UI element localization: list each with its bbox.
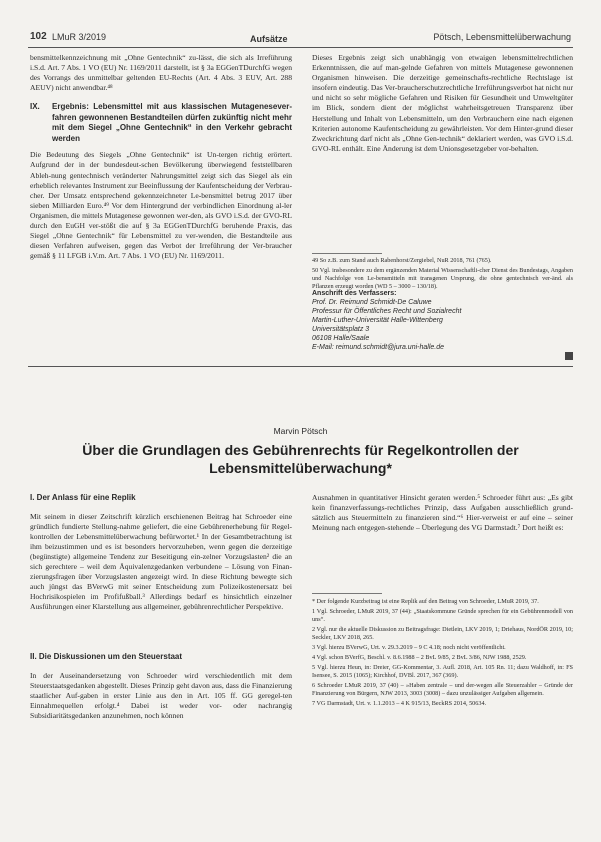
article-title: Über die Grundlagen des Gebührenrechts für Regelkontrollen der Lebensmittelüberwachung* <box>82 442 519 476</box>
email-line: E-Mail: reimund.schmidt@jura.uni-halle.de <box>312 344 444 351</box>
address-line: Professur für Öffentliches Recht und Sozialrecht <box>312 308 462 315</box>
footnote: 2 Vgl. nur die aktuelle Diskussion zu Beitragsfrage: Dietlein, LKV 2019, 1; Driehaus, NordÖR 2019, 10; Seckler, LKV 2018, 265. <box>312 625 573 642</box>
address-line: Prof. Dr. Reimund Schmidt-De Caluwe <box>312 299 432 306</box>
footnote: * Der folgende Kurzbeitrag ist eine Replik auf den Beitrag von Schroeder, LMuR 2019, 37. <box>312 598 539 605</box>
footnote: 3 Vgl. hierzu BVerwG, Urt. v. 29.3.2019 – 9 C 4.18; noch nicht veröffentlicht. <box>312 643 506 651</box>
footnote: 5 Vgl. hierzu Heun, in: Dreier, GG-Kommentar, 3. Aufl. 2018, Art. 105 Rn. 11; dazu Waldhoff, in: FS Isensee, S. 2015 (1065); Kirchhof, DVBl. 2017, 367 (369). <box>312 663 573 679</box>
section-heading-i: I. Der Anlass für eine Replik <box>30 493 136 502</box>
footnote: 6 Schroeder LMuR 2019, 37 (40) – »Haben zentrale – und der-wegen alle Steuerzahler – Gründe der Finanzierung von Bürgern, NJW 2013, 3003 (3008) – dazu unzulässiger Aufgaben allgemein. <box>312 681 573 697</box>
bottom-right-column <box>312 493 573 533</box>
footnote: 50 Vgl. insbesondere zu dem ergänzenden Material Wissenschaftli-cher Dienst des Bundestags, Angaben und Nachfolge von Le-bensmitteln mit transgenen Ursprung, die ohne gentechnisch ver-änd. als Pflanzen erzeugt worden (WD 5 – 3000 – 130/18). <box>312 266 573 291</box>
paragraph: Ausnahmen in quantitativer Hinsicht geraten werden.⁵ Schroeder führt aus: „Es gibt kein finanzverfassungs-rechtliches Prinzip, dass Aufgaben ausschließlich grund-sätzlich aus Steuermitteln zu finanzieren sind.“⁶ Hier-verweist er auf eine – seiner Meinung nach entgegen-stehende – Überlegung des VG Darmstadt.⁷ Dort heißt es: <box>312 493 573 533</box>
paragraph: Mit seinem in dieser Zeitschrift kürzlich erschienenen Beitrag hat Schroeder eine gründlich fundierte Stellung-nahme geliefert, die eine Gebührenerhebung für Regel-kontrollen der Lebensmittelüberwachung befürwortet.¹ In der Gesamtbetrachtung ist ihm beizustimmen und es ist besonders hervorzuheben, wenn gegen die derzeitige (begünstigte) allgemeine Tendenz zur Beseitigung ein-zelner Vorzugslasten² die an sich gerechtere – weil dem Äquivalenzgedanken verbundene – Lösung von Finan-zierungsfragen über Vorzugslasten angezeigt wird. In diese Richtung bewegte sich auch jüngst das BVerwG mit seiner Entscheidung zum Polizeikostenersatz bei Hochrisikospielen im Profifußball.³ Allerdings bedarf es hinsichtlich einzelner Ausführungen einer Klarstellung aus allgemeiner, gebührenrechtlicher Perspektive. <box>30 511 292 612</box>
footnote: 4 Vgl. schon BVerfG, Beschl. v. 8.6.1988 – 2 BvL 9/85, 2 BvL 3/86, NJW 1988, 2529. <box>312 653 527 661</box>
address-line: 06108 Halle/Saale <box>312 335 370 342</box>
top-footnotes <box>312 257 573 293</box>
section-label: Aufsätze <box>250 34 288 44</box>
end-of-article-mark <box>565 352 573 360</box>
bottom-left-column <box>30 493 292 721</box>
section-heading-ix <box>30 102 292 144</box>
top-right-column <box>312 53 573 154</box>
result-paragraph: Dieses Ergebnis zeigt sich unabhängig von etwaigen lebensmittelrechtlichen Erkenntnissen, die auf man-gelnde Gefahren von mittels Mutagenese gewonnenen Organismen hinweisen. Die derzeitige gemeinschafts-rechtliche Rechtslage ist insofern eindeutig. Das Ver-braucherschutzrechtliche Irreführungsverbot hat nicht nur und nicht so sehr mögliche Gefahren und Risiken für Gesundheit und Umweltgüter im Blick, sondern dient der möglichst wahrheitsgetreuen Transparenz über Herstellung und Inhalt von Lebensmitteln, um den Verbrauchern eine nach eigenen Kriterien autonome Kaufentscheidung zu gewährleisten. Vor dem Hinter-grund dieser Zweckrichtung darf nicht als „Ohne Gen-technik“ deklariert werden, was GVO i.S.d. GVO-RL enthält. Eine Änderung ist dem Unionsgesetzgeber vor-behalten. <box>312 53 573 153</box>
author-address <box>312 289 573 352</box>
footnote-separator <box>312 593 382 594</box>
footnote: 7 VG Darmstadt, Urt. v. 1.1.2013 – 4 K 915/13, BeckRS 2014, 50634. <box>312 699 487 707</box>
paragraph: In der Auseinandersetzung von Schroeder wird verschiedentlich mit dem Steuerstaatsgedanken abgestellt. Dieses Prinzip geht davon aus, dass die Finanzierung staatlicher Auf-gaben in erster Linie aus den in Art. 105 ff. GG geregel-ten Einnahmequellen erfolgt.⁴ Dabei ist weder vor- oder nachrangig Subsidiaritätsgedanken anzunehmen, noch können <box>30 670 292 721</box>
footnote-separator <box>312 253 382 254</box>
address-line: Universitätsplatz 3 <box>312 326 370 333</box>
footnote: 49 So z.B. zum Stand auch Rabenhorst/Zergiebel, NuR 2018, 761 (765). <box>312 257 492 264</box>
intro-paragraph: bensmittelkennzeichnung mit „Ohne Gentechnik“ zu-lässt, die sich als Irreführung i.S.d. Art. 7 Abs. 1 VO (EU) Nr. 1169/2011 darstellt, ist § 3a EGGenTDurchfG wegen des Vorrangs des unmittelbar geltenden EU-Rechts (Art. 4 Abs. 3 EUV, Art. 288 AEUV) nicht anwendbar.⁴⁸ <box>30 53 292 93</box>
running-title: Pötsch, Lebensmittelüberwachung <box>433 32 571 42</box>
address-line: Martin-Luther-Universität Halle-Wittenberg <box>312 317 443 324</box>
page-header <box>0 30 601 46</box>
heading-text: Ergebnis: Lebensmittel mit aus klassischen Mutageneseverfahren gewonnenen Bestandteilen dürfen zukünftig nicht mehr mit dem Siegel „Ohne Gentechnik“ in den Verkehr gebracht werden <box>52 102 292 143</box>
journal-name: LMuR 3/2019 <box>52 32 107 42</box>
top-left-column <box>30 53 292 261</box>
section-heading-ii: II. Die Diskussionen um den Steuerstaat <box>30 652 183 662</box>
bottom-footnotes <box>312 598 573 710</box>
article-divider <box>28 366 573 367</box>
page-number: 102 <box>30 31 47 42</box>
article-author: Marvin Pötsch <box>273 426 328 436</box>
conclusion-paragraph: Die Bedeutung des Siegels „Ohne Gentechnik“ ist Un-tergen richtig erörtert. Aufgrund der in der bundesdeut-schen Bevölkerung überwiegend feststellbaren Ableh-nung gentechnisch veränderter Nahrungsmittel zeigt sich das Siegel als ein erheblich relevantes Instrument zur Beeinflussung der Kaufentscheidung der Verbrau-cher. Der Umsatz entsprechend gekennzeichneter Le-bensmittel betrug 2017 über sieben Milliarden Euro.⁴⁹ Vor dem Hintergrund der verbindlichen Einordnung al-ler Organismen, die mittels Mutagenese gewonnen wer-den, als GVO i.S.d. der GVO-RL durch den EuGH ver-stößt die auf § 3a EGGenTDurchfG beruhende Praxis, das Siegel „Ohne Gentechnik“ für Lebensmittel zu ver-wenden, die Bestandteile aus diesen Verfahren aufweisen, gegen das Verbot der Irreführung der Ver-braucher gemäß § 11 LFGB i.V.m. Art. 7 Abs. 1 VO (EU) Nr. 1169/2011. <box>30 150 292 261</box>
address-label: Anschrift des Verfassers: <box>312 290 397 297</box>
header-rule <box>28 47 573 48</box>
heading-number: IX. <box>30 102 40 112</box>
footnote: 1 Vgl. Schroeder, LMuR 2019, 37 (44): „Staatskommune Gründe sprechen für ein Gebührenmodell von uns“. <box>312 607 573 624</box>
